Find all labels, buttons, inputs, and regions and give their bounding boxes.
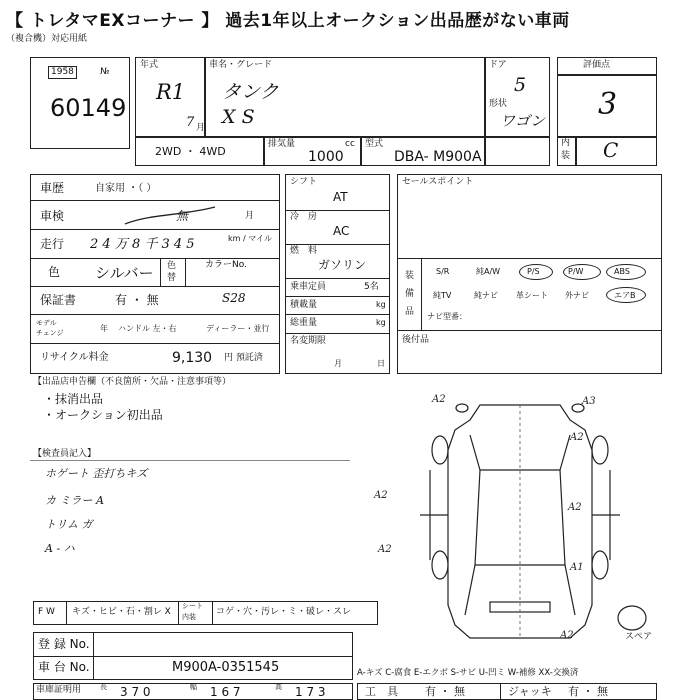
deadline-label: 名変期限: [290, 336, 327, 346]
lot-label: №: [100, 67, 110, 77]
shift-value: AT: [333, 190, 348, 204]
recycle-unit: 円 預託済: [224, 353, 263, 363]
interior-label-1: 内: [561, 138, 571, 148]
jack-value: 有 ・ 無: [568, 685, 608, 698]
shape-label: 形状: [489, 99, 508, 109]
banner: [0, 0, 700, 30]
interior-score: C: [603, 138, 619, 162]
color-change-1: 色: [167, 261, 177, 271]
door-label: ドア: [489, 60, 507, 70]
load-label: 積載量: [290, 300, 318, 310]
grade: X S: [222, 106, 255, 128]
tools-label: 工 具: [365, 685, 398, 698]
damage-mark: A3: [582, 396, 596, 407]
handle: ハンドル 左・右: [118, 324, 177, 333]
score-value: 3: [598, 87, 618, 122]
equip-item: 純ナビ: [474, 291, 498, 300]
equip-label-1: 装: [405, 271, 415, 281]
equip-item: S/R: [436, 267, 450, 276]
color-value: シルバー: [95, 264, 154, 282]
model-name: タンク: [222, 81, 279, 103]
lot-number: 60149: [50, 94, 127, 122]
color-label: 色: [48, 265, 61, 279]
equip-item: P/S: [527, 267, 540, 276]
circle-mark: [519, 264, 553, 280]
mileage-label: 走行: [40, 237, 65, 251]
damage-mark: A2: [568, 502, 582, 513]
fuel-value: ガソリン: [318, 258, 367, 272]
equip-item: 革シート: [516, 291, 548, 300]
displacement-value: 1000: [308, 149, 344, 165]
damage-mark: A2: [560, 630, 574, 641]
circle-mark: [563, 264, 601, 280]
mileage-hand: 2 4 万 8 千 3 4 5: [90, 237, 195, 252]
inspector-note: カ ミラー A: [45, 494, 104, 507]
capacity-label: 乗車定員: [290, 282, 327, 292]
cc-unit: cc: [345, 139, 355, 149]
gross-label: 総重量: [290, 318, 318, 328]
month-unit: 月: [196, 123, 206, 133]
spare-label: スペア: [625, 632, 653, 642]
chassis-value: M900A-0351545: [172, 660, 280, 675]
recycle-value: 9,130: [172, 350, 213, 366]
inspection-label: 車検: [40, 209, 65, 223]
model-label-2: チェンジ: [36, 329, 64, 337]
model-year: 年: [100, 324, 108, 333]
sheet-subtitle: （複合機）対応用紙: [6, 34, 88, 44]
gross-unit: kg: [376, 318, 386, 327]
sales-label: セールスポイント: [402, 177, 474, 187]
dim-value: 1 6 7: [210, 685, 241, 699]
ac-value: AC: [333, 224, 350, 238]
declaration-label: 【出品店申告欄（不良箇所・欠品・注意事項等）: [33, 377, 232, 387]
equip-item: エアB: [614, 291, 636, 300]
declaration-line: ・オークション初出品: [43, 408, 163, 422]
model-label: モデル: [36, 319, 57, 327]
lot-small: 1958: [48, 66, 77, 79]
displacement-label: 排気量: [268, 139, 296, 149]
color-no-value: S28: [222, 291, 246, 305]
declaration-line: ・抹消出品: [43, 392, 104, 406]
damage-mark: A2: [570, 432, 584, 443]
seat-items: コゲ・穴・汚レ・ミ・破レ・スレ: [216, 607, 352, 617]
doors-value: 5: [514, 74, 527, 96]
equip-label-3: 品: [405, 307, 415, 317]
capacity-value: 5名: [364, 282, 379, 292]
register-label: 登 録 No.: [38, 637, 90, 651]
dealer: ディーラー・並行: [206, 324, 270, 333]
warranty-label: 保証書: [40, 293, 77, 307]
circle-mark: [606, 287, 646, 303]
month-value: 7: [186, 115, 195, 130]
deadline-day: 日: [377, 359, 385, 368]
interior-label-2: 装: [561, 151, 571, 161]
drive-value: 2WD ・ 4WD: [155, 145, 226, 158]
shape-value: ワゴン: [500, 112, 546, 130]
recycle-label: リサイクル料金: [40, 352, 109, 363]
year-label: 年式: [140, 60, 159, 70]
tools-value: 有 ・ 無: [425, 685, 465, 698]
fuel-label: 燃 料: [290, 246, 318, 256]
dim-value: 1 7 3: [295, 685, 326, 699]
ac-label: 冷 房: [290, 212, 318, 222]
equip-item: P/W: [568, 267, 584, 276]
equip-item: ABS: [614, 267, 630, 276]
type-value: DBA- M900A: [394, 149, 482, 165]
color-no-label: カラーNo.: [205, 260, 247, 270]
inspector-note: A - ハ: [45, 542, 75, 555]
type-label: 型式: [365, 139, 384, 149]
chassis-label: 車 台 No.: [38, 660, 90, 674]
cert-label: 車庫証明用: [36, 685, 82, 695]
dim-label: 高: [275, 683, 282, 691]
dim-label: 幅: [190, 683, 197, 691]
retrofit-label: 後付品: [402, 335, 430, 345]
fw-items: キズ・ヒビ・石・割レ X: [72, 607, 171, 617]
legend: A-キズ C-腐食 E-エクボ S-サビ U-凹ミ W-補修 XX-交換済: [357, 668, 579, 678]
score-label: 評価点: [583, 60, 611, 70]
shift-label: シフト: [290, 177, 318, 187]
equip-item: 外ナビ: [565, 291, 589, 300]
fw-label: F W: [38, 607, 55, 617]
history-value: 自家用 ・（ ）: [95, 183, 157, 194]
warranty-value: 有 ・ 無: [115, 293, 159, 307]
circle-mark: [606, 264, 646, 280]
dim-label: 長: [100, 683, 107, 691]
inspection-unit: 月: [245, 211, 255, 221]
tools-row: [357, 683, 657, 700]
navi-label: ナビ型番：: [427, 312, 467, 321]
inspection-hand: 無: [176, 209, 189, 223]
damage-mark: A2: [432, 394, 446, 405]
load-unit: kg: [376, 300, 386, 309]
color-change-2: 替: [167, 273, 177, 283]
inspection-strike: [120, 204, 220, 230]
equip-item: 純TV: [433, 291, 452, 300]
history-label: 車歴: [40, 181, 65, 195]
jack-label: ジャッキ: [508, 685, 552, 698]
car-damage-diagram: [370, 390, 670, 650]
equip-item: 純A/W: [476, 267, 501, 276]
name-label: 車名・グレード: [209, 60, 273, 70]
seat-label-2: 内装: [182, 613, 196, 621]
inspector-note: ホゲート 歪打ちキズ: [45, 467, 148, 480]
inspector-label: 【検査員記入】: [33, 449, 97, 459]
damage-mark: A1: [570, 562, 584, 573]
seat-label-1: シート: [182, 602, 203, 610]
damage-mark: A2: [378, 544, 392, 555]
mileage-units: km / マイル: [228, 234, 273, 243]
deadline-month: 月: [334, 359, 342, 368]
damage-mark: A2: [374, 490, 388, 501]
dim-value: 3 7 0: [120, 685, 151, 699]
banner-text: 【 トレタマEXコーナー 】 過去1年以上オークション出品歴がない車両: [6, 11, 570, 31]
inspector-note: トリム ガ: [45, 518, 93, 531]
equip-label-2: 備: [405, 289, 415, 299]
year-value: R1: [156, 80, 186, 104]
